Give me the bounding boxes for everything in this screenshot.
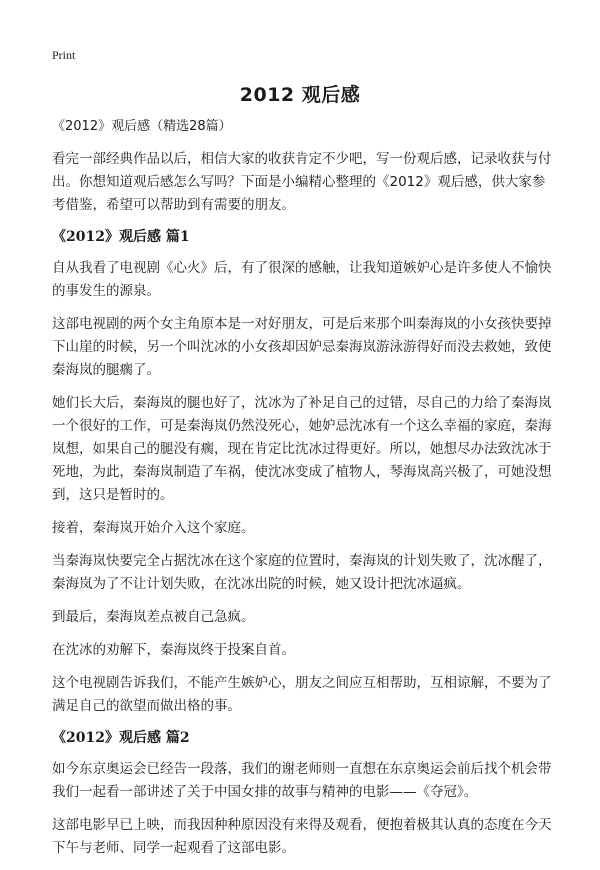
section-1-paragraph-1: 自从我看了电视剧《心火》后，有了很深的感触，让我知道嫉妒心是许多使人不愉快的事发生的源泉。 — [52, 260, 552, 299]
section-1-paragraph-8: 这个电视剧告诉我们，不能产生嫉妒心，朋友之间应互相帮助，互相谅解，不要为了满足自己的欲望而做出格的事。 — [52, 675, 552, 714]
section-1-paragraph-2: 这部电视剧的两个女主角原本是一对好朋友，可是后来那个叫秦海岚的小女孩快要掉下山崖的时候，另一个叫沈冰的小女孩却因妒忌秦海岚游泳游得好而没去救她，致使秦海岚的腿瘸了。 — [52, 316, 552, 378]
section-2-paragraph-1: 如今东京奥运会已经告一段落，我们的谢老师则一直想在东京奥运会前后找个机会带我们一起看一部讲述了关于中国女排的故事与精神的电影——《夺冠》。 — [52, 761, 552, 800]
section-1-paragraph-7: 在沈冰的劝解下，秦海岚终于投案自首。 — [52, 642, 295, 658]
section-1-paragraph-4: 接着，秦海岚开始介入这个家庭。 — [52, 520, 255, 536]
section-1-paragraph-5: 当秦海岚快要完全占据沈冰在这个家庭的位置时，秦海岚的计划失败了，沈冰醒了，秦海岚为了不让计划失败，在沈冰出院的时候，她又设计把沈冰逼疯。 — [52, 553, 552, 592]
document-body — [52, 118, 558, 870]
intro-paragraph: 看完一部经典作品以后，相信大家的收获肯定不少吧，写一份观后感，记录收获与付出。你想知道观后感怎么写吗？下面是小编精心整理的《2012》观后感，供大家参考借鉴，希望可以帮助到有需要的朋友。 — [52, 151, 552, 213]
document-title: 2012 观后感 — [239, 84, 361, 106]
document-subtitle: 《2012》观后感（精选28篇） — [52, 119, 232, 134]
section-heading-1: 《2012》观后感 篇1 — [52, 229, 190, 245]
section-1-paragraph-6: 到最后，秦海岚差点被自己急疯。 — [52, 609, 255, 625]
section-heading-2: 《2012》观后感 篇2 — [52, 730, 190, 746]
section-2-paragraph-2: 这部电影早已上映，而我因种种原因没有来得及观看，便抱着极其认真的态度在今天下午与老师、同学一起观看了这部电影。 — [52, 817, 552, 856]
section-1-paragraph-3: 她们长大后，秦海岚的腿也好了，沈冰为了补足自己的过错，尽自己的力给了秦海岚一个很好的工作，可是秦海岚仍然没死心，她妒忌沈冰有一个这么幸福的家庭，秦海岚想，如果自己的腿没有瘸，现在肯定比沈冰过得更好。所以，她想尽办法致沈冰于死地，为此，秦海岚制造了车祸，使沈冰变成了植物人，琴海岚高兴极了，可她没想到，这只是暂时的。 — [52, 395, 552, 503]
print-link[interactable]: Print — [52, 48, 76, 62]
